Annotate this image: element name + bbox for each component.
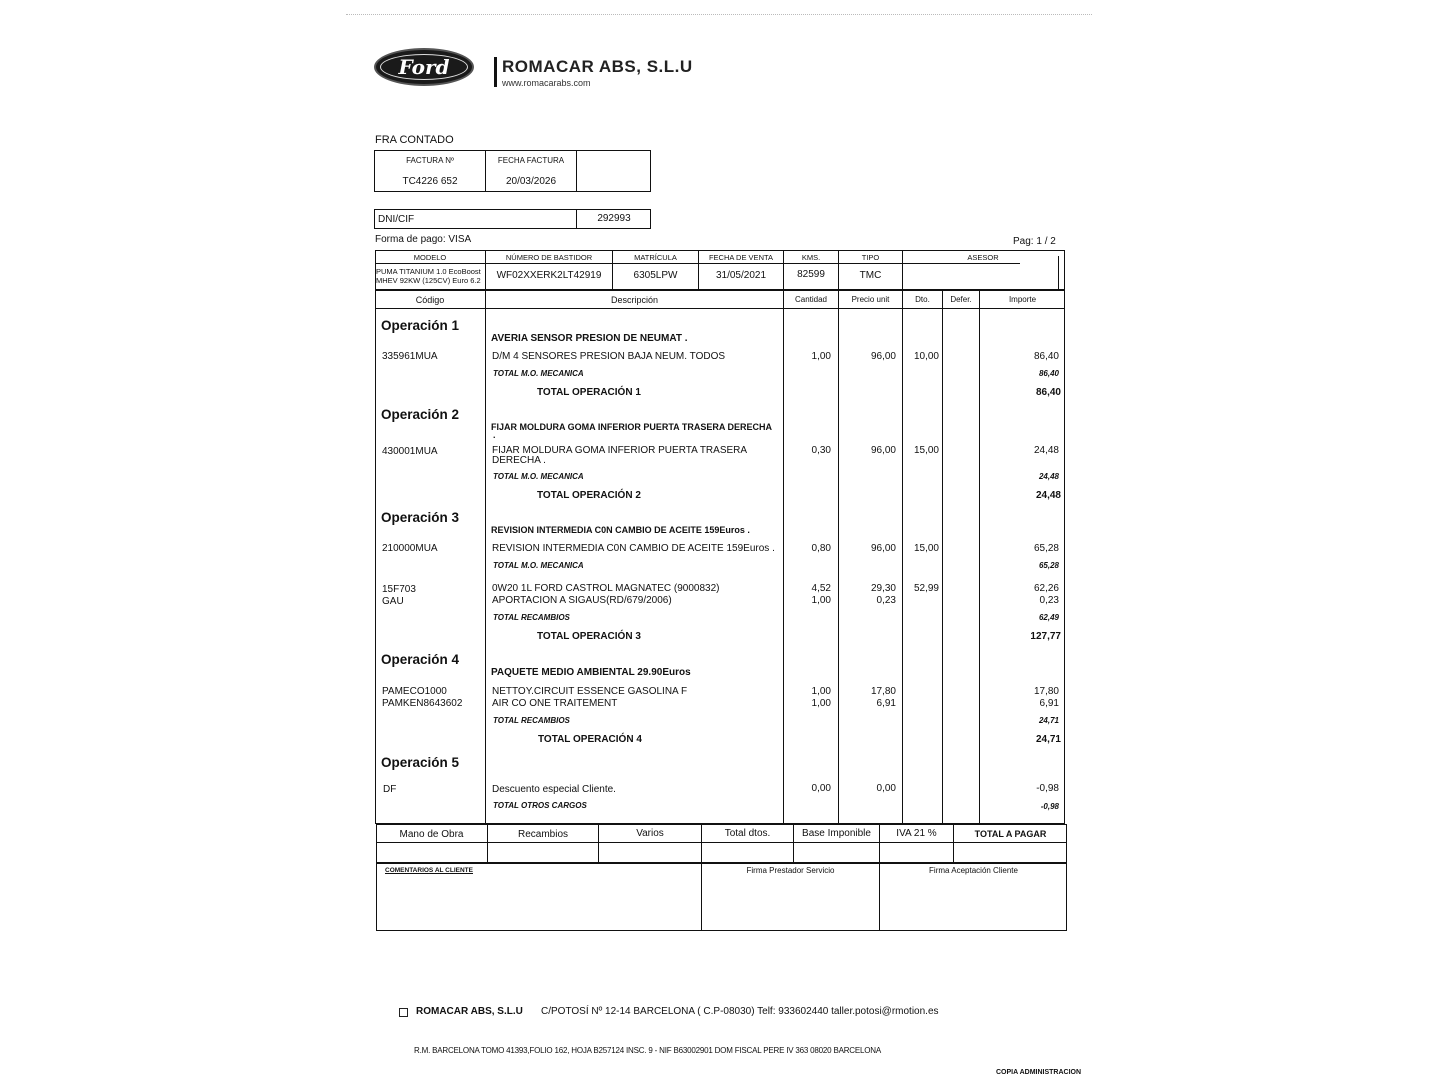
col-kms: KMS. — [801, 253, 821, 262]
invoice-date-label: FECHA FACTURA — [497, 156, 565, 165]
col-bastidor: NÚMERO DE BASTIDOR — [505, 253, 593, 262]
operation-2-title: Operación 2 — [381, 407, 460, 422]
operation-1-title: Operación 1 — [381, 318, 460, 333]
operation-total-value: 86,40 — [1035, 387, 1061, 398]
col-asesor: ASESOR — [967, 253, 999, 262]
line-desc-cont: DERECHA . — [492, 455, 546, 466]
line-dto: 10,00 — [913, 351, 939, 362]
divider — [375, 308, 1065, 309]
line-qty: 0,30 — [811, 445, 831, 456]
copy-note: COPIA ADMINISTRACIÓN — [996, 1069, 1082, 1075]
part-price: 6,91 — [876, 698, 896, 709]
ford-logo-text: Ford — [398, 55, 450, 79]
divider — [376, 842, 1067, 843]
part-amount: 6,91 — [1039, 698, 1059, 709]
line-price: 96,00 — [870, 351, 896, 362]
col-tipo: TIPO — [861, 253, 880, 262]
operation-total-value: 24,71 — [1035, 734, 1061, 745]
line-desc: Descuento especial Cliente. — [492, 784, 616, 795]
operation-3-heading: REVISION INTERMEDIA C0N CAMBIO DE ACEITE 159Euros . — [491, 525, 750, 535]
part-code: 15F703 — [382, 584, 416, 595]
subtotal-label: TOTAL M.O. MECANICA — [493, 369, 584, 378]
line-desc: REVISION INTERMEDIA C0N CAMBIO DE ACEITE 159Euros . — [492, 543, 775, 554]
part-qty: 1,00 — [811, 698, 831, 709]
line-qty: 0,00 — [811, 783, 831, 794]
company-website: www.romacarabs.com — [502, 78, 591, 88]
operation-2-heading: FIJAR MOLDURA GOMA INFERIOR PUERTA TRASERA DERECHA — [491, 422, 772, 432]
part-qty: 4,52 — [811, 583, 831, 594]
line-amount: 86,40 — [1033, 351, 1059, 362]
footer-company: ROMACAR ABS, S.L.U — [416, 1006, 523, 1017]
invoice-number-label: FACTURA Nº — [406, 156, 454, 165]
divider — [902, 290, 903, 824]
vehicle-kms: 82599 — [797, 269, 825, 280]
client-signature-label: Firma Aceptación Cliente — [929, 866, 1018, 875]
footer-address: C/POTOSÍ Nº 12-14 BARCELONA ( C.P-08030) Telf: 933602440 taller.potosi@rmotion.es — [541, 1006, 939, 1017]
vehicle-sale-date: 31/05/2021 — [715, 270, 767, 281]
invoice-number: TC4226 652 — [402, 176, 458, 187]
summary-total-pagar: TOTAL A PAGAR — [974, 829, 1047, 839]
divider — [485, 290, 486, 824]
line-code: DF — [383, 784, 397, 795]
summary-base-imponible: Base Imponible — [802, 828, 871, 839]
part-code: PAMKEN8643602 — [382, 698, 463, 709]
col-fecha-venta: FECHA DE VENTA — [708, 253, 774, 262]
line-qty: 1,00 — [811, 351, 831, 362]
footer-square-icon — [399, 1008, 408, 1017]
col-importe: Importe — [1008, 295, 1037, 304]
vehicle-model-2: MHEV 92KW (125CV) Euro 6.2 — [376, 276, 481, 285]
summary-recambios: Recambios — [517, 829, 569, 840]
operation-4-heading: PAQUETE MEDIO AMBIENTAL 29.90Euros — [491, 667, 691, 678]
operation-total-label: TOTAL OPERACIÓN 4 — [538, 734, 642, 745]
subtotal-value: -0,98 — [1040, 802, 1059, 811]
col-modelo: MODELO — [413, 253, 447, 262]
vehicle-vin: WF02XXERK2LT42919 — [496, 270, 602, 281]
summary-iva: IVA 21 % — [896, 828, 937, 839]
operation-3-title: Operación 3 — [381, 510, 460, 525]
comments-label: COMENTARIOS AL CLIENTE — [385, 867, 473, 874]
part-amount: 17,80 — [1033, 686, 1059, 697]
brand-divider — [494, 57, 497, 87]
operation-5-title: Operación 5 — [381, 755, 460, 770]
vehicle-tipo: TMC — [859, 270, 882, 281]
part-qty: 1,00 — [811, 595, 831, 606]
operation-total-label: TOTAL OPERACIÓN 2 — [537, 490, 641, 501]
operation-total-value: 127,77 — [1030, 631, 1061, 642]
lines-table — [375, 290, 1065, 824]
operation-total-value: 24,48 — [1035, 490, 1061, 501]
divider — [838, 290, 839, 824]
col-codigo: Código — [415, 295, 445, 305]
part-desc: NETTOY.CIRCUIT ESSENCE GASOLINA F — [492, 686, 688, 697]
part-code: GAU — [382, 596, 404, 607]
invoice-date: 20/03/2026 — [505, 176, 557, 187]
summary-varios: Varios — [636, 828, 664, 839]
col-cantidad: Cantidad — [794, 295, 828, 304]
subtotal-value: 65,28 — [1038, 561, 1059, 570]
line-dto: 15,00 — [913, 543, 939, 554]
col-defer: Defer. — [950, 295, 972, 304]
line-qty: 0,80 — [811, 543, 831, 554]
operation-4-title: Operación 4 — [381, 652, 460, 667]
line-amount: 24,48 — [1033, 445, 1059, 456]
line-code: 430001MUA — [382, 446, 438, 457]
vehicle-model-1: PUMA TITANIUM 1.0 EcoBoost — [376, 267, 481, 276]
subtotal-value: 86,40 — [1038, 369, 1059, 378]
parts-total-value: 24,71 — [1038, 716, 1059, 725]
footer-registry: R.M. BARCELONA TOMO 41393,FOLIO 162, HOJA B257124 INSC. 9 - NIF B63002901 DOM FISCAL PERE IV 363 08020 BARCELONA — [414, 1046, 882, 1055]
ford-logo — [374, 48, 474, 86]
line-price: 0,00 — [876, 783, 896, 794]
part-price: 0,23 — [876, 595, 896, 606]
line-amount: 65,28 — [1033, 543, 1059, 554]
parts-total-label: TOTAL RECAMBIOS — [493, 716, 570, 725]
part-desc: 0W20 1L FORD CASTROL MAGNATEC (9000832) — [492, 583, 720, 594]
divider — [576, 150, 577, 192]
line-price: 96,00 — [870, 543, 896, 554]
payment-method: Forma de pago: VISA — [375, 234, 472, 245]
operation-total-label: TOTAL OPERACIÓN 3 — [537, 631, 641, 642]
invoice-type: FRA CONTADO — [375, 134, 454, 146]
parts-total-label: TOTAL RECAMBIOS — [493, 613, 570, 622]
line-price: 96,00 — [870, 445, 896, 456]
part-desc: APORTACION A SIGAUS(RD/679/2006) — [492, 595, 672, 606]
col-precio: Precio unit — [851, 295, 890, 304]
part-amount: 62,26 — [1033, 583, 1059, 594]
company-name: ROMACAR ABS, S.L.U — [502, 57, 693, 76]
col-matricula: MATRÍCULA — [634, 253, 677, 262]
part-code: PAMECO1000 — [382, 686, 447, 697]
vehicle-plate: 6305LPW — [633, 270, 678, 281]
summary-mano-obra: Mano de Obra — [399, 829, 464, 840]
part-dto: 52,99 — [913, 583, 939, 594]
summary-total-dtos: Total dtos. — [724, 828, 771, 839]
line-desc: D/M 4 SENSORES PRESION BAJA NEUM. TODOS — [492, 351, 726, 362]
provider-signature-label: Firma Prestador Servicio — [746, 866, 835, 875]
part-price: 17,80 — [870, 686, 896, 697]
dni-label: DNI/CIF — [378, 214, 415, 225]
operation-total-label: TOTAL OPERACIÓN 1 — [537, 387, 641, 398]
dni-value: 292993 — [597, 213, 631, 224]
subtotal-label: TOTAL OTROS CARGOS — [493, 801, 587, 810]
col-descripcion: Descripción — [610, 295, 659, 305]
subtotal-value: 24,48 — [1038, 472, 1059, 481]
line-desc: FIJAR MOLDURA GOMA INFERIOR PUERTA TRASERA — [492, 445, 748, 456]
top-dotted-rule — [346, 14, 1092, 15]
parts-total-value: 62,49 — [1038, 613, 1059, 622]
col-dto: Dto. — [915, 295, 930, 304]
part-qty: 1,00 — [811, 686, 831, 697]
subtotal-label: TOTAL M.O. MECANICA — [493, 561, 584, 570]
part-price: 29,30 — [870, 583, 896, 594]
divider — [942, 290, 943, 824]
subtotal-label: TOTAL M.O. MECANICA — [493, 472, 584, 481]
page-number: Pag: 1 / 2 — [1013, 236, 1056, 247]
line-code: 210000MUA — [382, 543, 438, 554]
line-dto: 15,00 — [913, 445, 939, 456]
part-desc: AIR CO ONE TRAITEMENT — [492, 698, 618, 709]
operation-1-heading: AVERIA SENSOR PRESION DE NEUMAT . — [491, 333, 688, 344]
line-code: 335961MUA — [382, 351, 438, 362]
part-amount: 0,23 — [1039, 595, 1059, 606]
divider — [783, 290, 784, 824]
line-amount: -0,98 — [1036, 783, 1059, 794]
operation-2-heading-cont: . — [493, 430, 496, 440]
